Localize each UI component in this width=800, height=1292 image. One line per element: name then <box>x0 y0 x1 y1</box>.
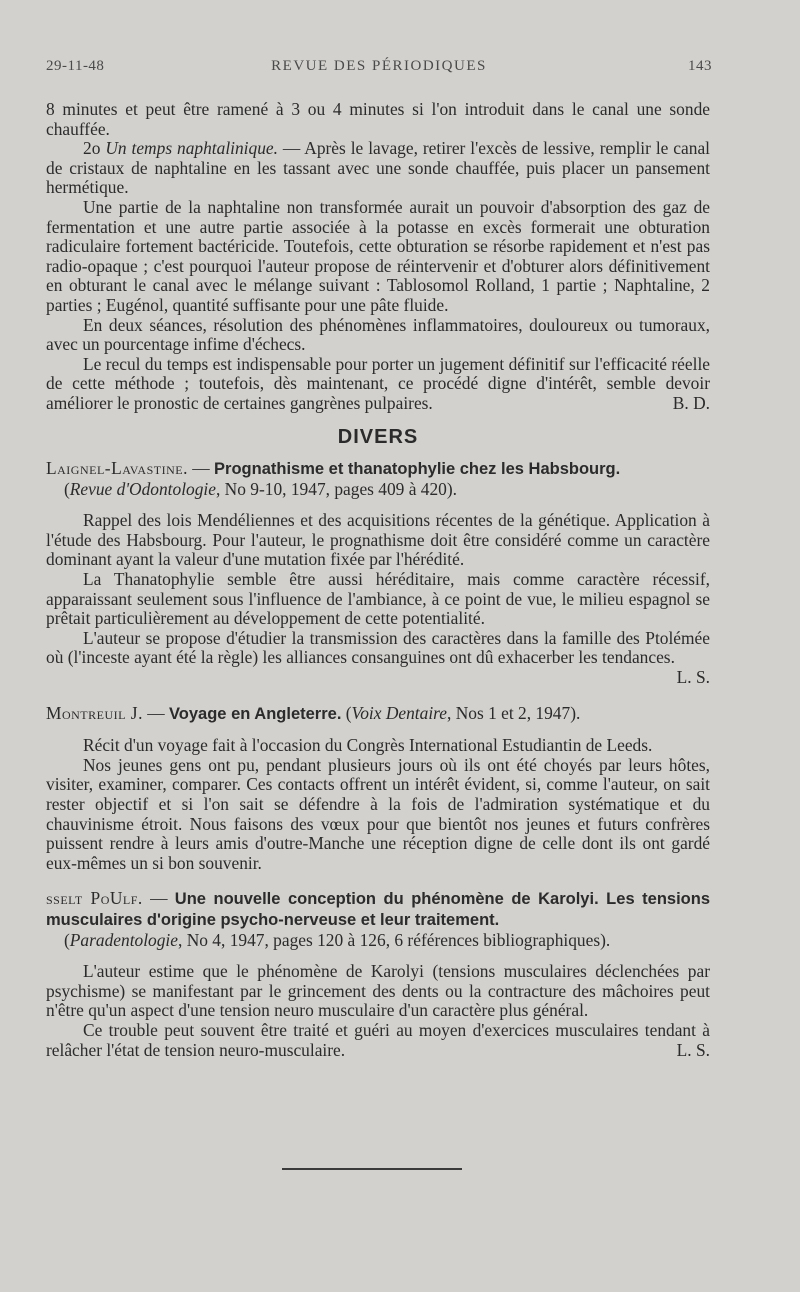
paragraph <box>46 629 710 688</box>
paragraph-text: L'auteur se propose d'étudier la transmission des caractères dans la famille des Ptolémée où (l'inceste ayant été la règle) les alliances consanguines ont dû exhacerber les tendances. <box>46 627 710 668</box>
header-journal-title: REVUE DES PÉRIODIQUES <box>271 58 487 74</box>
reference-details: , No 4, 1947, pages 120 à 126, 6 références bibliographiques). <box>178 929 611 950</box>
journal-name: Revue d'Odontologie <box>69 478 216 499</box>
paragraph: En deux séances, résolution des phénomènes inflammatoires, douloureux ou tumoraux, avec un pourcentage infime d'échecs. <box>46 314 710 355</box>
step-text: — Après le lavage, retirer l'excès de lessive, remplir le canal de cristaux de naphtaline en les tassant avec une sonde chauffée, puis placer un pansement hermétique. <box>46 138 710 198</box>
paragraph-text: Ce trouble peut souvent être traité et guéri au moyen d'exercices musculaires tendant à relâcher l'état de tension neuro-musculaire. <box>46 1019 710 1060</box>
paragraph <box>46 355 710 414</box>
article-author: Montreuil J. <box>46 702 143 723</box>
paragraph-text: Le recul du temps est indispensable pour porter un jugement définitif sur l'efficacité réelle de cette méthode ; toutefois, dès maintenant, ce procédé digne d'intérêt, semble devoir améliorer le pronostic de certaines gangrènes pulpaires. <box>46 353 710 413</box>
dash: — <box>187 458 215 479</box>
article-reference <box>46 931 710 951</box>
paren: ( <box>64 478 70 499</box>
reference-details: , Nos 1 et 2, 1947). <box>447 702 581 723</box>
journal-name: Paradentologie <box>69 929 178 950</box>
dash: — <box>142 888 175 909</box>
article-title: Prognathisme et thanatophylie chez les Habsbourg. <box>214 460 621 479</box>
article-reference <box>46 480 710 500</box>
article-heading <box>46 889 710 930</box>
step-number: 2o <box>83 138 106 159</box>
paragraph: Récit d'un voyage fait à l'occasion du Congrès International Estudiantin de Leeds. <box>83 735 653 756</box>
end-rule <box>282 1168 462 1170</box>
paren: ( <box>341 702 352 723</box>
paragraph: Une partie de la naphtaline non transformée aurait un pouvoir d'absorption des gaz de fermentation et une autre partie associée à la potasse en excès formerait une obturation radiculaire fortement bactéricide. Toutefois, cette obturation se résorbe rapidement et n'est pas radio-opaque ; c'est pourquoi l'auteur propose de réintervenir et d'obturer alors définitivement en obturant le canal avec le mélange suivant : Tablosomol Rolland, 1 partie ; Naphtaline, 2 parties ; Eugénol, quantité suffisante pour une pâte fluide. <box>46 196 710 315</box>
header-date: 29-11-48 <box>46 58 105 74</box>
article-title: Une nouvelle conception du phénomène de Karolyi. Les tensions musculaires d'origine psycho-nerveuse et leur traitement. <box>46 890 710 929</box>
section-title: DIVERS <box>337 425 419 448</box>
page-body <box>46 100 710 1060</box>
paragraph: La Thanatophylie semble être aussi héréditaire, mais comme caractère récessif, apparaissant seulement sous l'influence de l'ambiance, à ce point de vue, le milieu espagnol se prêtait particulièrement au développement de cette potentialité. <box>46 569 710 629</box>
article <box>46 704 710 874</box>
article-heading <box>46 459 710 480</box>
paragraph: Nos jeunes gens ont pu, pendant plusieurs jours où ils ont été choyés par leurs hôtes, visiter, examiner, comparer. Ces contacts offrent un intérêt évident, si, comme l'auteur, on sait rester objectif et si l'on sait se défendre à la fois de l'admiration systématique et du chauvinisme étroit. Nous faisons des vœux pour que bientôt nos jeunes et futurs confrères puissent rendre à leurs amis d'outre-Manche une réception digne de celle dont ils ont gardé eux-mêmes un si bon souvenir. <box>46 754 710 873</box>
paragraph: L'auteur estime que le phénomène de Karolyi (tensions musculaires déclenchées par psychisme) se manifestant par le grincement des dents ou la contracture des mâchoires peut n'être qu'un aspect d'une tension neuro musculaire d'un caractère plus général. <box>46 961 710 1021</box>
page-number: 143 <box>688 58 712 74</box>
article-heading <box>46 704 710 725</box>
article-title: Voyage en Angleterre. <box>169 704 342 723</box>
dash: — <box>142 702 170 723</box>
article-author: sselt PoUlf. <box>46 888 143 909</box>
signature: L. S. <box>676 1039 710 1060</box>
reference-details: , No 9-10, 1947, pages 409 à 420). <box>215 478 457 499</box>
signature: L. S. <box>676 667 710 688</box>
article-author: Laignel-Lavastine. <box>46 458 188 479</box>
signature: B. D. <box>672 392 710 413</box>
article <box>46 459 710 688</box>
step-title: Un temps naphtalinique. <box>105 138 278 159</box>
paragraph <box>46 139 710 198</box>
paragraph: Rappel des lois Mendéliennes et des acquisitions récentes de la génétique. Application à l'étude des Habsbourg. Pour l'auteur, le prognathisme doit être considéré comme un caractère dominant ayant la valeur d'une mutation fixée par l'hérédité. <box>46 510 710 570</box>
paren: ( <box>64 929 70 950</box>
paragraph <box>46 1021 710 1060</box>
paragraph: 8 minutes et peut être ramené à 3 ou 4 minutes si l'on introduit dans le canal une sonde chauffée. <box>46 99 710 139</box>
journal-name: Voix Dentaire <box>351 702 448 723</box>
article <box>46 889 710 1060</box>
